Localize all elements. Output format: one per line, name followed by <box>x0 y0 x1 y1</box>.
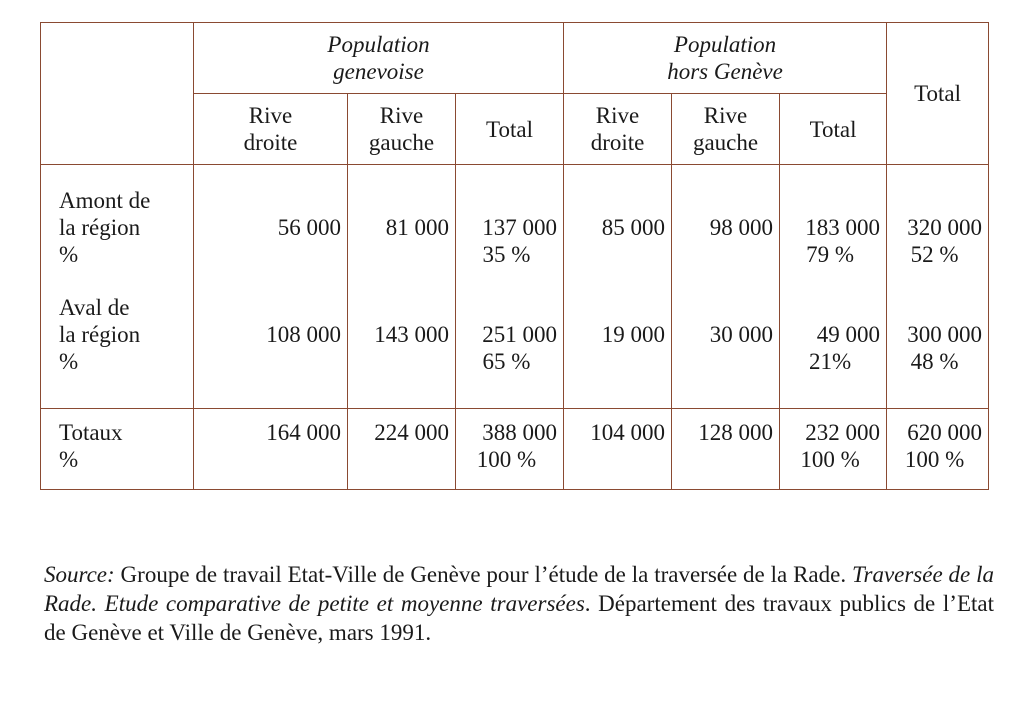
header-gen-rive-droite: Rive droite <box>194 94 348 165</box>
cell-aval-hors-rd: 19 000 <box>564 294 672 408</box>
cell-totaux-hors-rd: 104 000 <box>564 408 672 489</box>
cell-totaux-hors-total: 232 000 100 % <box>780 408 887 489</box>
cell-totaux-gen-total: 388 000 100 % <box>456 408 564 489</box>
header-hors-total: Total <box>780 94 887 165</box>
cell-amont-gen-total: 137 000 35 % <box>456 165 564 294</box>
header-total: Total <box>887 23 989 165</box>
source-note <box>44 560 994 647</box>
cell-aval-gen-total: 251 000 65 % <box>456 294 564 408</box>
source-text-1: Groupe de travail Etat-Ville de Genève pour l’étude de la traversée de la Rade. <box>114 562 852 587</box>
cell-amont-hors-total: 183 000 79 % <box>780 165 887 294</box>
cell-amont-gen-rg: 81 000 <box>348 165 456 294</box>
header-population-genevoise: Population genevoise <box>194 23 564 94</box>
header-hors-rive-droite: Rive droite <box>564 94 672 165</box>
cell-aval-hors-rg: 30 000 <box>672 294 780 408</box>
cell-totaux-total: 620 000 100 % <box>887 408 989 489</box>
table-row-aval <box>41 294 989 408</box>
source-title: Traversée de la Rade. Etude comparative de petite et moyenne traversées <box>44 562 995 616</box>
header-gen-rive-gauche: Rive gauche <box>348 94 456 165</box>
cell-aval-gen-rd: 108 000 <box>194 294 348 408</box>
cell-totaux-gen-rg: 224 000 <box>348 408 456 489</box>
cell-amont-hors-rd: 85 000 <box>564 165 672 294</box>
cell-totaux-gen-rd: 164 000 <box>194 408 348 489</box>
table-row-amont <box>41 165 989 294</box>
cell-amont-total: 320 000 52 % <box>887 165 989 294</box>
source-label: Source: <box>44 562 115 587</box>
cell-amont-gen-rd: 56 000 <box>194 165 348 294</box>
header-hors-rive-gauche: Rive gauche <box>672 94 780 165</box>
cell-aval-hors-total: 49 000 21% <box>780 294 887 408</box>
source-text-2: . Département des travaux publics de l’Etat de Genève et Ville de Genève, mars 1991. <box>44 591 994 645</box>
cell-aval-total: 300 000 48 % <box>887 294 989 408</box>
header-gen-total: Total <box>456 94 564 165</box>
cell-amont-hors-rg: 98 000 <box>672 165 780 294</box>
corner-cell <box>41 23 194 165</box>
row-label-totaux: Totaux % <box>41 408 194 489</box>
population-table <box>40 22 989 490</box>
row-label-aval: Aval de la région % <box>41 294 194 408</box>
header-population-hors-geneve: Population hors Genève <box>564 23 887 94</box>
table-row-totaux <box>41 408 989 489</box>
row-label-amont: Amont de la région % <box>41 165 194 294</box>
cell-totaux-hors-rg: 128 000 <box>672 408 780 489</box>
cell-aval-gen-rg: 143 000 <box>348 294 456 408</box>
